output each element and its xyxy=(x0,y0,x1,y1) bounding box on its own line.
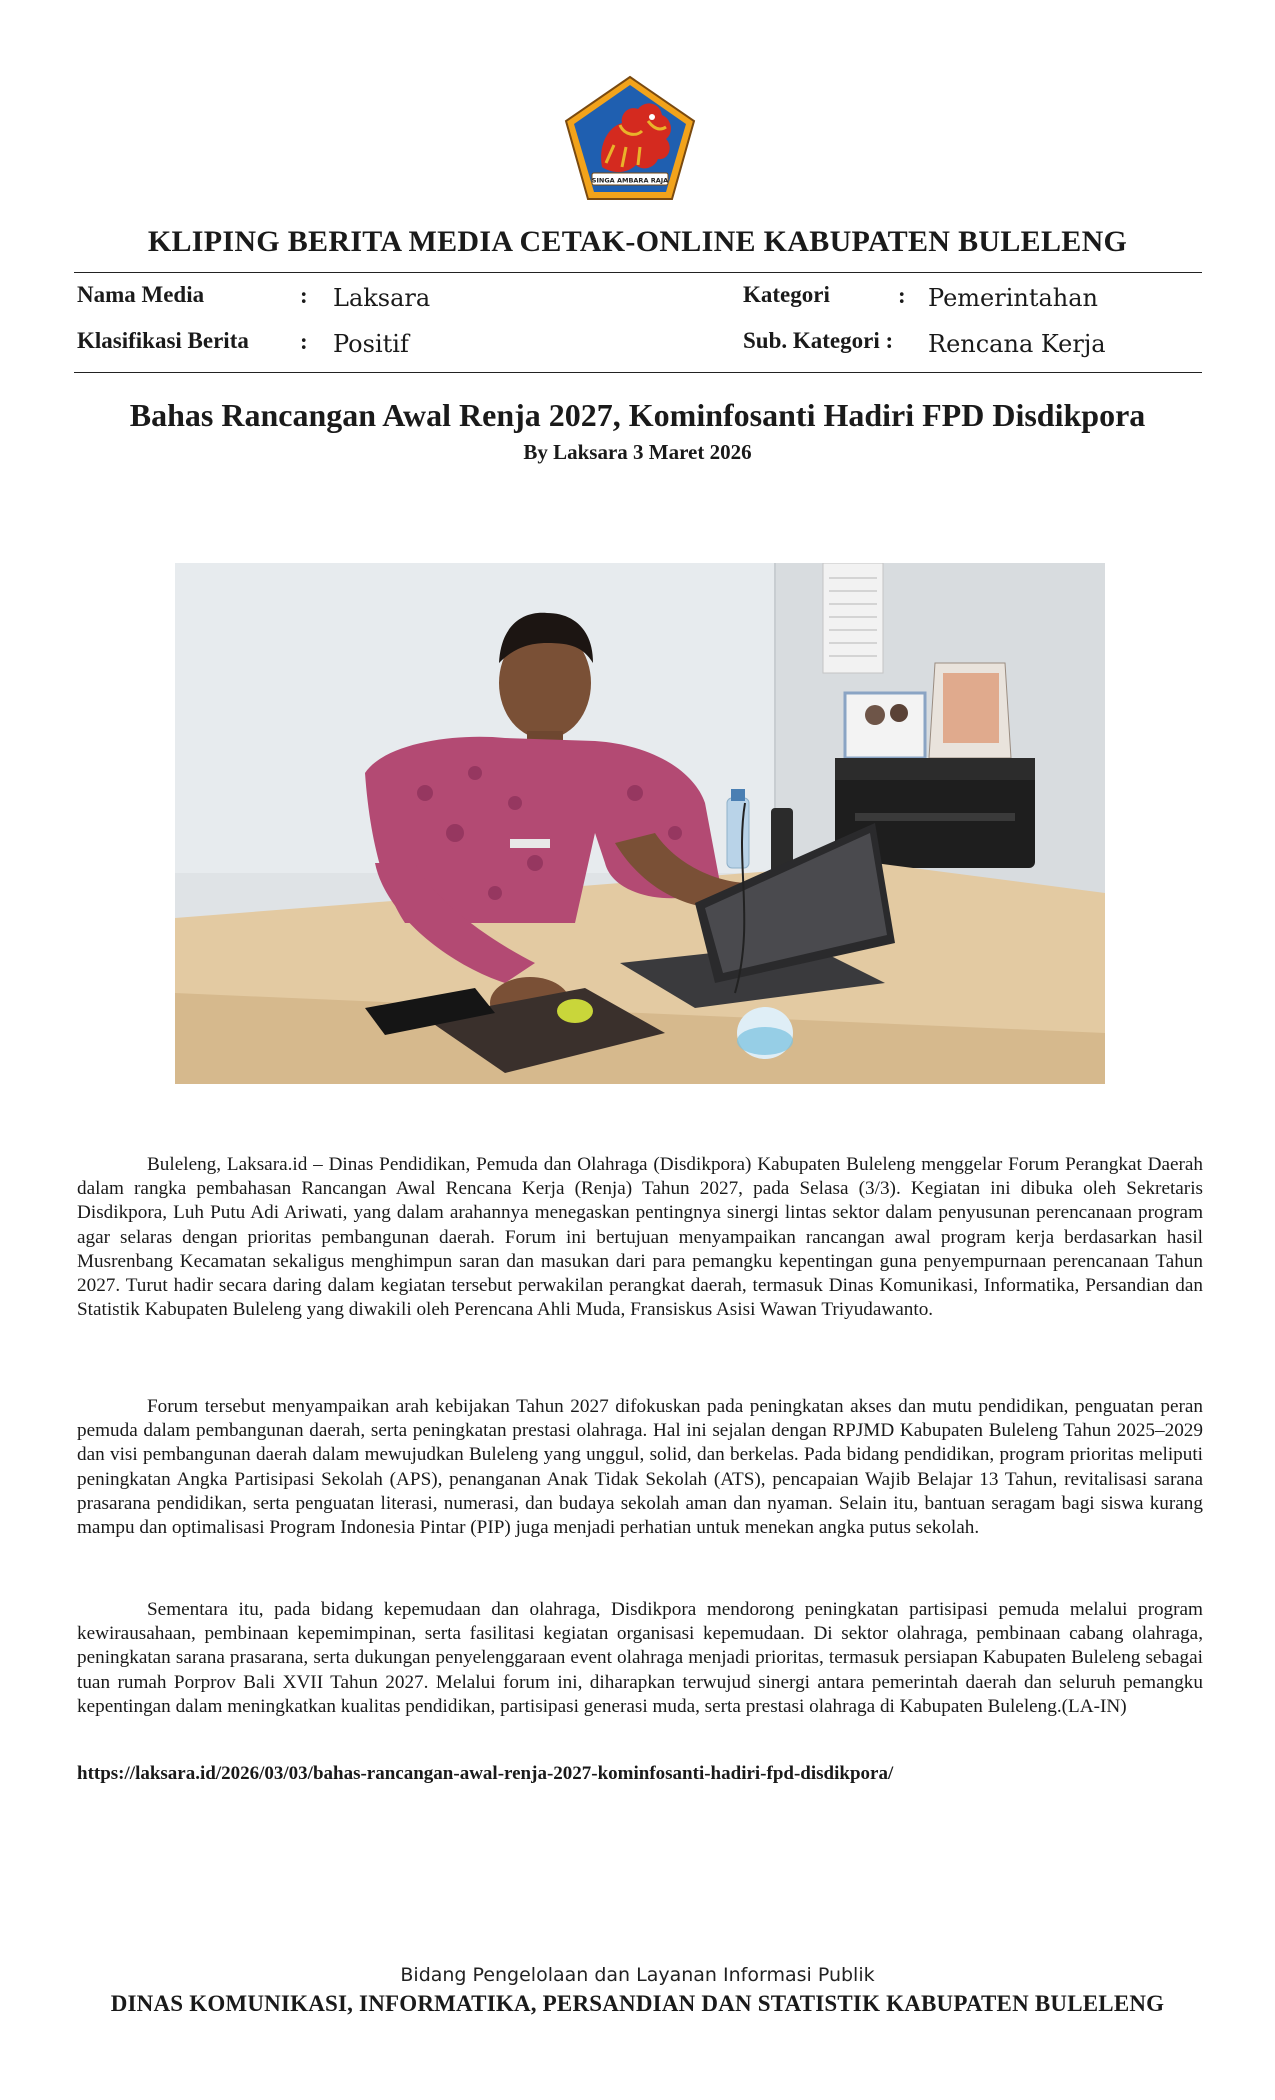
buleleng-regency-logo xyxy=(562,75,698,203)
article-paragraph-2: Forum tersebut menyampaikan arah kebijakan Tahun 2027 difokuskan pada peningkatan akses dan mutu pendidikan, penguatan peran pemuda dalam pembangunan daerah, serta peningkatan prestasi olahraga. Hal ini sejalan dengan RPJMD Kabupaten Buleleng Tahun 2025–2029 dan visi pembangunan daerah dalam mewujudkan Buleleng yang unggul, solid, dan berkelas. Pada bidang pendidikan, program prioritas meliputi peningkatan Angka Partisipasi Sekolah (APS), penanganan Anak Tidak Sekolah (ATS), pencapaian Wajib Belajar 13 Tahun, revitalisasi sarana prasarana pendidikan, serta penguatan literasi, numerasi, dan budaya sekolah aman dan nyaman. Selain itu, bantuan seragam bagi siswa kurang mampu dan optimalisasi Program Indonesia Pintar (PIP) juga menjadi perhatian untuk menekan angka putus sekolah. xyxy=(77,1396,1203,1539)
logo-emblem-icon xyxy=(562,75,698,203)
header-bottom-rule xyxy=(74,372,1202,373)
media-value: Laksara xyxy=(333,284,431,312)
klasifikasi-label: Klasifikasi Berita xyxy=(77,328,249,353)
media-colon: : xyxy=(300,283,308,308)
source-url-link[interactable]: https://laksara.id/2026/03/03/bahas-rancangan-awal-renja-2027-kominfosanti-hadiri-fpd-disdikpora/ xyxy=(77,1763,894,1784)
klasifikasi-value: Positif xyxy=(333,330,409,358)
subkategori-label: Sub. Kategori : xyxy=(743,328,894,353)
header-top-rule xyxy=(74,272,1202,273)
footer-agency: DINAS KOMUNIKASI, INFORMATIKA, PERSANDIAN DAN STATISTIK KABUPATEN BULELENG xyxy=(110,1991,1165,2016)
header-title: KLIPING BERITA MEDIA CETAK-ONLINE KABUPATEN BULELENG xyxy=(147,225,1128,258)
article-photo xyxy=(175,563,1105,1084)
kategori-value: Pemerintahan xyxy=(928,284,1099,312)
article-byline: By Laksara 3 Maret 2026 xyxy=(523,440,752,464)
subkategori-value: Rencana Kerja xyxy=(928,330,1106,358)
svg-text:SINGA AMBARA RAJA: SINGA AMBARA RAJA xyxy=(591,176,669,185)
article-paragraph-3: Sementara itu, pada bidang kepemudaan dan olahraga, Disdikpora mendorong peningkatan partisipasi pemuda melalui program kewirausahaan, pembinaan kepemimpinan, serta fasilitasi kegiatan organisasi kepemudaan. Di sektor olahraga, pembinaan cabang olahraga, peningkatan sarana prasarana, serta dukungan penyelenggaraan event olahraga menjadi prioritas, termasuk persiapan Kabupaten Buleleng sebagai tuan rumah Porprov Bali XVII Tahun 2027. Melalui forum ini, diharapkan terwujud sinergi antara pemerintah daerah dan seluruh pemangku kepentingan dalam meningkatkan kualitas pendidikan, partisipasi generasi muda, serta prestasi olahraga di Kabupaten Buleleng.(LA-IN) xyxy=(77,1599,1203,1717)
article-title: Bahas Rancangan Awal Renja 2027, Kominfosanti Hadiri FPD Disdikpora xyxy=(129,397,1146,433)
klasifikasi-colon: : xyxy=(300,329,308,354)
article-paragraph-1: Buleleng, Laksara.id – Dinas Pendidikan, Pemuda dan Olahraga (Disdikpora) Kabupaten Buleleng menggelar Forum Perangkat Daerah dalam rangka pembahasan Rancangan Awal Rencana Kerja (Renja) Tahun 2027, pada Selasa (3/3). Kegiatan ini dibuka oleh Sekretaris Disdikpora, Luh Putu Adi Ariwati, yang dalam arahannya menegaskan pentingnya sinergi lintas sektor dalam penyusunan perencanaan program agar selaras dengan prioritas pembangunan daerah. Forum ini bertujuan menyampaikan rancangan awal program kerja berdasarkan hasil Musrenbang Kecamatan sekaligus menghimpun saran dan masukan dari para pemangku kepentingan guna penyempurnaan perencanaan Tahun 2027. Turut hadir secara daring dalam kegiatan tersebut perwakilan perangkat daerah, termasuk Dinas Komunikasi, Informatika, Persandian dan Statistik Kabupaten Buleleng yang diwakili oleh Perencana Ahli Muda, Fransiskus Asisi Wawan Triyudawanto. xyxy=(77,1154,1203,1321)
media-label: Nama Media xyxy=(77,282,205,307)
footer-department: Bidang Pengelolaan dan Layanan Informasi Publik xyxy=(400,1964,875,1986)
kategori-label: Kategori xyxy=(743,282,830,307)
kategori-colon: : xyxy=(898,283,906,308)
